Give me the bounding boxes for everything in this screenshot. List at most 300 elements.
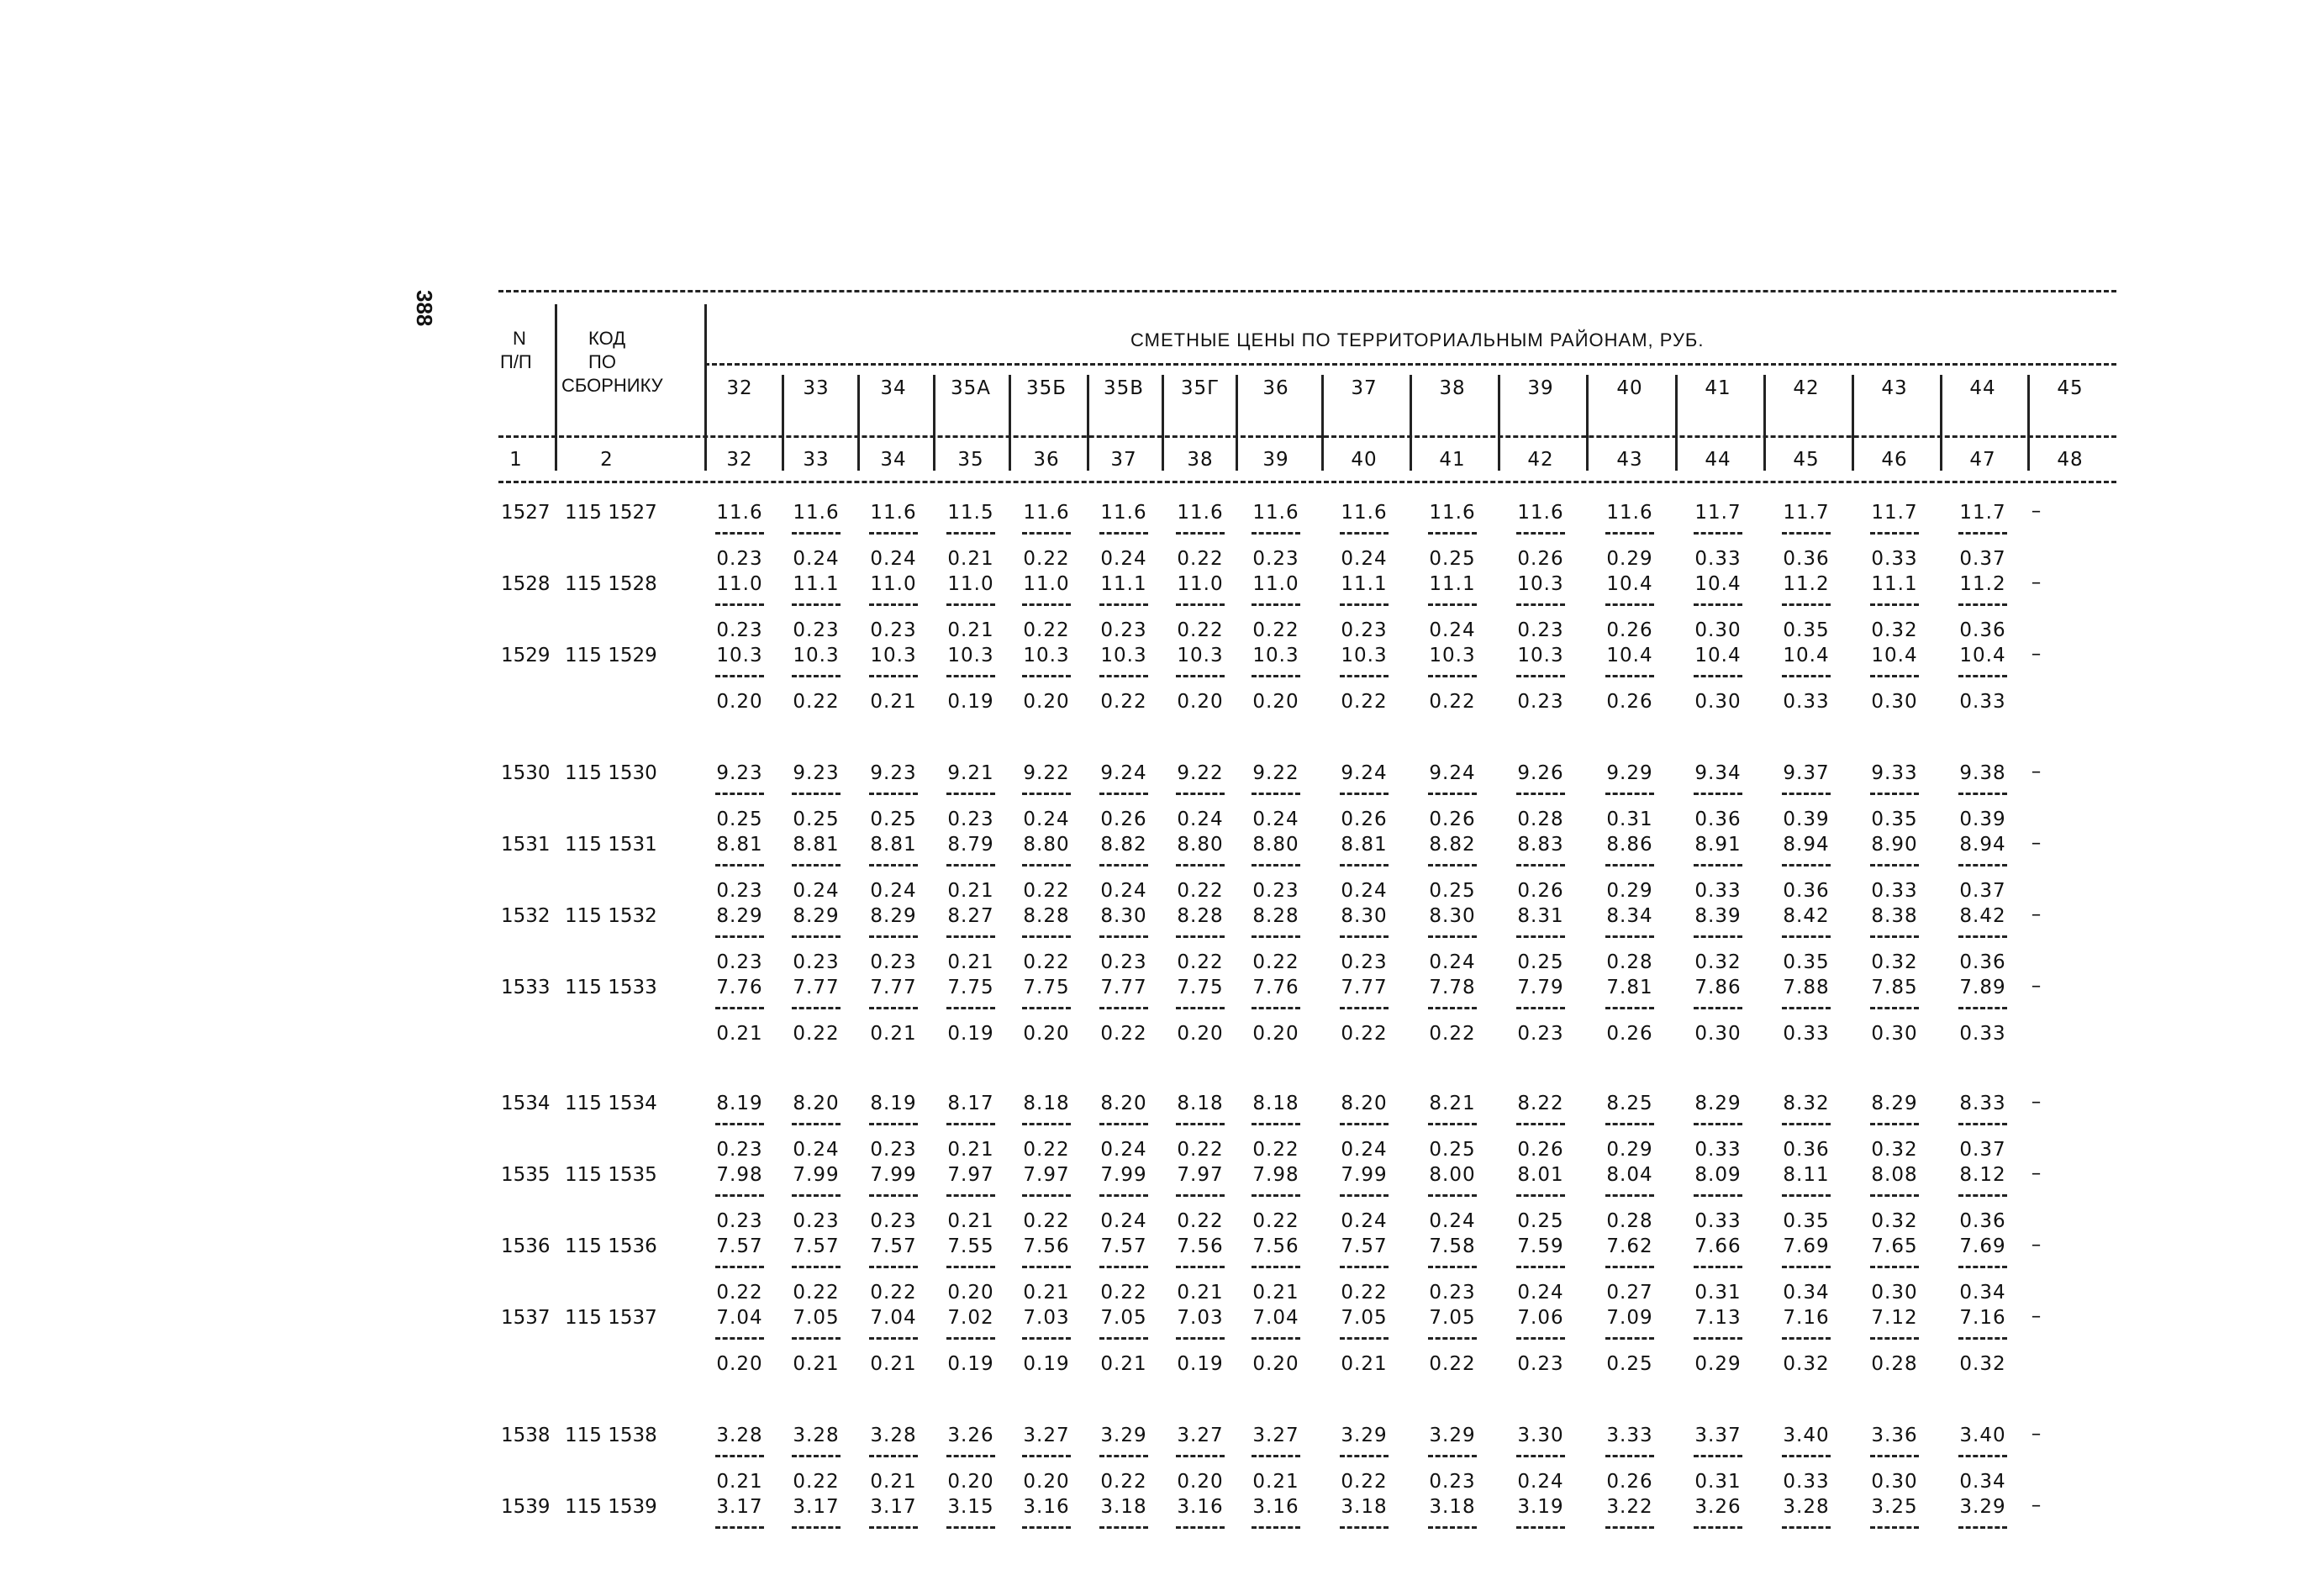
price-value: 9.33: [1871, 762, 1918, 784]
price-value: 8.79: [947, 834, 994, 856]
fraction-line: [1176, 864, 1225, 867]
price-value: 10.3: [793, 645, 840, 666]
price-value: 7.05: [1341, 1307, 1388, 1329]
price-value: 9.24: [1341, 762, 1388, 784]
price-value: 7.76: [716, 977, 763, 998]
price-value: 3.22: [1606, 1496, 1653, 1518]
labor-value: 0.36: [1959, 1210, 2006, 1232]
labor-value: 0.23: [793, 1210, 840, 1232]
labor-value: 0.34: [1959, 1282, 2006, 1304]
region-45-value: –: [2031, 500, 2042, 522]
fraction-line: [1176, 793, 1225, 795]
fraction-line: [1252, 603, 1300, 606]
fraction-line: [1870, 864, 1919, 867]
labor-value: 0.37: [1959, 880, 2006, 902]
column-number: 39: [1262, 449, 1289, 471]
price-value: 11.2: [1959, 573, 2006, 595]
labor-value: 0.33: [1694, 1210, 1742, 1232]
price-value: 7.57: [870, 1235, 917, 1257]
fraction-line: [1340, 935, 1389, 938]
fraction-line: [1099, 532, 1148, 535]
region-label: 33: [803, 377, 830, 399]
fraction-line: [1428, 1455, 1477, 1457]
price-value: 11.1: [793, 573, 840, 595]
fraction-line: [1099, 793, 1148, 795]
fraction-line: [1428, 603, 1477, 606]
labor-value: 0.26: [1517, 548, 1564, 570]
labor-value: 0.33: [1959, 1023, 2006, 1045]
fraction-line: [1782, 1123, 1831, 1125]
labor-value: 0.22: [1177, 548, 1224, 570]
labor-value: 0.23: [716, 1210, 763, 1232]
price-value: 8.21: [1429, 1093, 1476, 1114]
fraction-line: [869, 1266, 918, 1268]
row-number: 1533: [501, 977, 551, 998]
row-number: 1539: [501, 1496, 551, 1518]
region-label: 35В: [1103, 377, 1145, 399]
labor-value: 0.21: [793, 1353, 840, 1375]
labor-value: 0.35: [1783, 951, 1830, 973]
fraction-line: [1022, 1337, 1071, 1340]
price-value: 8.38: [1871, 905, 1918, 927]
labor-value: 0.21: [1100, 1353, 1147, 1375]
region-label: 42: [1793, 377, 1820, 399]
price-value: 7.89: [1959, 977, 2006, 998]
labor-value: 0.36: [1783, 880, 1830, 902]
fraction-line: [1340, 1194, 1389, 1197]
labor-value: 0.21: [870, 1471, 917, 1493]
region-45-value: –: [2031, 1423, 2042, 1445]
fraction-line: [946, 1526, 995, 1529]
price-value: 10.3: [1429, 645, 1476, 666]
labor-value: 0.22: [1252, 1139, 1299, 1161]
region-45-value: –: [2031, 572, 2042, 593]
labor-value: 0.33: [1783, 691, 1830, 713]
fraction-line: [869, 532, 918, 535]
fraction-line: [1099, 1123, 1148, 1125]
labor-value: 0.21: [870, 1023, 917, 1045]
row-number: 1536: [501, 1235, 551, 1257]
fraction-line: [1694, 1266, 1742, 1268]
fraction-line: [1782, 864, 1831, 867]
labor-value: 0.22: [1177, 1210, 1224, 1232]
price-value: 10.3: [1023, 645, 1070, 666]
fraction-line: [946, 1455, 995, 1457]
fraction-line: [715, 935, 764, 938]
header-sborniku: СБОРНИКУ: [561, 375, 663, 396]
region-separator: [782, 375, 784, 471]
price-value: 7.77: [1341, 977, 1388, 998]
price-value: 3.25: [1871, 1496, 1918, 1518]
price-value: 7.99: [1100, 1164, 1147, 1186]
row-code: 115 1527: [565, 502, 657, 524]
fraction-line: [1694, 1455, 1742, 1457]
labor-value: 0.32: [1871, 1139, 1918, 1161]
fraction-line: [715, 864, 764, 867]
labor-value: 0.20: [1023, 691, 1070, 713]
fraction-line: [869, 935, 918, 938]
labor-value: 0.24: [1517, 1282, 1564, 1304]
fraction-line: [1252, 1007, 1300, 1009]
price-value: 11.6: [1429, 502, 1476, 524]
price-value: 10.3: [1252, 645, 1299, 666]
labor-value: 0.26: [1606, 691, 1653, 713]
fraction-line: [1252, 1337, 1300, 1340]
row-code: 115 1531: [565, 834, 657, 856]
labor-value: 0.25: [1517, 951, 1564, 973]
price-value: 11.7: [1783, 502, 1830, 524]
row-number: 1534: [501, 1093, 551, 1114]
labor-value: 0.36: [1694, 809, 1742, 830]
labor-value: 0.32: [1871, 951, 1918, 973]
fraction-line: [1516, 864, 1565, 867]
price-value: 7.59: [1517, 1235, 1564, 1257]
labor-value: 0.21: [947, 548, 994, 570]
price-value: 8.90: [1871, 834, 1918, 856]
labor-value: 0.20: [1177, 691, 1224, 713]
price-value: 8.80: [1252, 834, 1299, 856]
price-value: 8.32: [1783, 1093, 1830, 1114]
fraction-line: [1516, 1337, 1565, 1340]
header-pp: П/П: [500, 351, 532, 372]
price-value: 7.05: [1429, 1307, 1476, 1329]
price-value: 11.1: [1429, 573, 1476, 595]
price-value: 3.28: [793, 1425, 840, 1446]
price-value: 11.7: [1871, 502, 1918, 524]
price-value: 8.01: [1517, 1164, 1564, 1186]
price-value: 8.09: [1694, 1164, 1742, 1186]
fraction-line: [1516, 532, 1565, 535]
labor-value: 0.39: [1959, 809, 2006, 830]
labor-value: 0.22: [1177, 880, 1224, 902]
fraction-line: [1605, 1007, 1654, 1009]
region-label: 34: [880, 377, 907, 399]
labor-value: 0.31: [1694, 1282, 1742, 1304]
price-value: 3.16: [1252, 1496, 1299, 1518]
labor-value: 0.25: [793, 809, 840, 830]
labor-value: 0.36: [1783, 1139, 1830, 1161]
price-value: 8.42: [1959, 905, 2006, 927]
column-number: 44: [1705, 449, 1731, 471]
labor-value: 0.24: [1341, 548, 1388, 570]
row-code: 115 1529: [565, 645, 657, 666]
row-code: 115 1528: [565, 573, 657, 595]
price-value: 8.94: [1959, 834, 2006, 856]
price-value: 8.22: [1517, 1093, 1564, 1114]
row-code: 115 1535: [565, 1164, 657, 1186]
labor-value: 0.22: [1429, 1023, 1476, 1045]
fraction-line: [1428, 1007, 1477, 1009]
fraction-line: [1176, 1007, 1225, 1009]
price-value: 3.26: [947, 1425, 994, 1446]
region-label: 44: [1969, 377, 1996, 399]
fraction-line: [946, 1007, 995, 1009]
fraction-line: [1870, 1526, 1919, 1529]
labor-value: 0.23: [947, 809, 994, 830]
price-value: 8.27: [947, 905, 994, 927]
row-code: 115 1534: [565, 1093, 657, 1114]
price-value: 11.6: [1606, 502, 1653, 524]
row-code: 115 1530: [565, 762, 657, 784]
labor-value: 0.30: [1871, 1471, 1918, 1493]
labor-value: 0.33: [1783, 1471, 1830, 1493]
labor-value: 0.22: [1100, 691, 1147, 713]
fraction-line: [1694, 603, 1742, 606]
price-value: 11.6: [1177, 502, 1224, 524]
price-value: 8.31: [1517, 905, 1564, 927]
fraction-line: [1340, 675, 1389, 677]
column-number: 47: [1969, 449, 1996, 471]
header-bottom-rule: [498, 481, 2116, 483]
header-n: N: [513, 328, 526, 349]
fraction-line: [1176, 935, 1225, 938]
fraction-line: [792, 1526, 841, 1529]
labor-value: 0.36: [1959, 951, 2006, 973]
fraction-line: [1870, 1123, 1919, 1125]
price-value: 7.12: [1871, 1307, 1918, 1329]
price-value: 10.3: [870, 645, 917, 666]
labor-value: 0.22: [1100, 1282, 1147, 1304]
fraction-line: [869, 1123, 918, 1125]
labor-value: 0.20: [1177, 1471, 1224, 1493]
fraction-line: [715, 532, 764, 535]
price-value: 3.17: [793, 1496, 840, 1518]
fraction-line: [1099, 603, 1148, 606]
price-value: 8.17: [947, 1093, 994, 1114]
price-value: 7.75: [1023, 977, 1070, 998]
fraction-line: [1782, 1455, 1831, 1457]
labor-value: 0.23: [1517, 1023, 1564, 1045]
fraction-line: [1022, 675, 1071, 677]
labor-value: 0.25: [716, 809, 763, 830]
price-value: 7.77: [870, 977, 917, 998]
fraction-line: [869, 675, 918, 677]
region-separator: [1675, 375, 1678, 471]
price-value: 7.98: [716, 1164, 763, 1186]
price-value: 8.29: [793, 905, 840, 927]
region-separator: [933, 375, 935, 471]
price-value: 10.4: [1694, 573, 1742, 595]
labor-value: 0.23: [716, 548, 763, 570]
labor-value: 0.22: [1177, 619, 1224, 641]
price-value: 9.24: [1100, 762, 1147, 784]
price-value: 3.26: [1694, 1496, 1742, 1518]
price-value: 3.33: [1606, 1425, 1653, 1446]
labor-value: 0.23: [870, 619, 917, 641]
fraction-line: [1605, 1194, 1654, 1197]
labor-value: 0.22: [793, 1023, 840, 1045]
labor-value: 0.34: [1783, 1282, 1830, 1304]
region-label: 35Г: [1180, 377, 1220, 399]
price-value: 7.57: [793, 1235, 840, 1257]
fraction-line: [1340, 1266, 1389, 1268]
price-value: 7.16: [1959, 1307, 2006, 1329]
price-value: 10.4: [1959, 645, 2006, 666]
fraction-line: [1870, 1455, 1919, 1457]
fraction-line: [1958, 603, 2007, 606]
column-number: 1: [509, 449, 523, 471]
labor-value: 0.21: [947, 619, 994, 641]
price-value: 10.3: [1517, 645, 1564, 666]
fraction-line: [715, 1266, 764, 1268]
labor-value: 0.19: [947, 1023, 994, 1045]
price-value: 9.26: [1517, 762, 1564, 784]
region-label: 38: [1439, 377, 1466, 399]
fraction-line: [1782, 532, 1831, 535]
price-value: 8.80: [1177, 834, 1224, 856]
fraction-line: [946, 532, 995, 535]
labor-value: 0.28: [1871, 1353, 1918, 1375]
labor-value: 0.20: [716, 1353, 763, 1375]
fraction-line: [1428, 1526, 1477, 1529]
fraction-line: [1176, 1123, 1225, 1125]
price-value: 7.75: [1177, 977, 1224, 998]
price-value: 8.82: [1100, 834, 1147, 856]
labor-value: 0.37: [1959, 548, 2006, 570]
price-value: 8.18: [1177, 1093, 1224, 1114]
price-value: 8.11: [1783, 1164, 1830, 1186]
labor-value: 0.24: [1341, 1210, 1388, 1232]
fraction-line: [1022, 1123, 1071, 1125]
fraction-line: [1958, 1455, 2007, 1457]
price-value: 8.20: [793, 1093, 840, 1114]
labor-value: 0.34: [1959, 1471, 2006, 1493]
price-value: 8.30: [1429, 905, 1476, 927]
price-value: 3.40: [1959, 1425, 2006, 1446]
price-value: 8.19: [870, 1093, 917, 1114]
fraction-line: [869, 1337, 918, 1340]
price-value: 11.0: [716, 573, 763, 595]
fraction-line: [1516, 1123, 1565, 1125]
labor-value: 0.23: [1341, 619, 1388, 641]
price-value: 10.4: [1783, 645, 1830, 666]
labor-value: 0.20: [1252, 691, 1299, 713]
fraction-line: [1694, 1007, 1742, 1009]
labor-value: 0.24: [1177, 809, 1224, 830]
fraction-line: [869, 1007, 918, 1009]
price-value: 11.5: [947, 502, 994, 524]
labor-value: 0.22: [1177, 1139, 1224, 1161]
price-value: 9.34: [1694, 762, 1742, 784]
fraction-line: [1176, 603, 1225, 606]
labor-value: 0.23: [870, 1210, 917, 1232]
fraction-line: [1252, 935, 1300, 938]
fraction-line: [792, 675, 841, 677]
labor-value: 0.22: [1177, 951, 1224, 973]
fraction-line: [869, 1455, 918, 1457]
fraction-line: [1516, 1194, 1565, 1197]
fraction-line: [1782, 935, 1831, 938]
price-value: 8.25: [1606, 1093, 1653, 1114]
row-number: 1532: [501, 905, 551, 927]
price-value: 8.33: [1959, 1093, 2006, 1114]
row-number: 1528: [501, 573, 551, 595]
price-value: 9.22: [1023, 762, 1070, 784]
labor-value: 0.31: [1606, 809, 1653, 830]
price-value: 7.05: [1100, 1307, 1147, 1329]
fraction-line: [869, 1194, 918, 1197]
labor-value: 0.30: [1871, 1282, 1918, 1304]
labor-value: 0.30: [1694, 619, 1742, 641]
labor-value: 0.22: [1429, 691, 1476, 713]
labor-value: 0.30: [1871, 691, 1918, 713]
region-45-value: –: [2031, 903, 2042, 925]
price-value: 8.08: [1871, 1164, 1918, 1186]
price-value: 7.57: [716, 1235, 763, 1257]
column-number: 35: [957, 449, 984, 471]
labor-value: 0.39: [1783, 809, 1830, 830]
labor-value: 0.23: [1100, 951, 1147, 973]
labor-value: 0.22: [1023, 1210, 1070, 1232]
fraction-line: [1782, 675, 1831, 677]
row-code: 115 1538: [565, 1425, 657, 1446]
fraction-line: [1958, 1266, 2007, 1268]
region-45-value: –: [2031, 832, 2042, 854]
fraction-line: [792, 1266, 841, 1268]
price-value: 7.77: [1100, 977, 1147, 998]
fraction-line: [1176, 1526, 1225, 1529]
price-value: 7.69: [1783, 1235, 1830, 1257]
column-number: 37: [1110, 449, 1137, 471]
labor-value: 0.33: [1871, 880, 1918, 902]
labor-value: 0.20: [1252, 1353, 1299, 1375]
labor-value: 0.22: [793, 691, 840, 713]
labor-value: 0.22: [716, 1282, 763, 1304]
labor-value: 0.21: [947, 1210, 994, 1232]
labor-value: 0.23: [1429, 1282, 1476, 1304]
labor-value: 0.22: [1341, 1023, 1388, 1045]
fraction-line: [1176, 1455, 1225, 1457]
labor-value: 0.23: [870, 951, 917, 973]
column-number: 38: [1187, 449, 1214, 471]
labor-value: 0.22: [870, 1282, 917, 1304]
fraction-line: [1340, 793, 1389, 795]
labor-value: 0.21: [1341, 1353, 1388, 1375]
fraction-line: [1782, 1526, 1831, 1529]
labor-value: 0.21: [1252, 1282, 1299, 1304]
header-sub-rule: [498, 435, 2116, 438]
labor-value: 0.23: [716, 619, 763, 641]
price-value: 11.1: [1341, 573, 1388, 595]
labor-value: 0.28: [1606, 1210, 1653, 1232]
region-separator: [1162, 375, 1164, 471]
fraction-line: [1870, 1007, 1919, 1009]
fraction-line: [1694, 675, 1742, 677]
fraction-line: [1099, 935, 1148, 938]
fraction-line: [1099, 675, 1148, 677]
region-separator: [1321, 375, 1324, 471]
labor-value: 0.35: [1871, 809, 1918, 830]
labor-value: 0.26: [1517, 880, 1564, 902]
price-value: 3.18: [1429, 1496, 1476, 1518]
price-value: 7.97: [1177, 1164, 1224, 1186]
price-value: 3.37: [1694, 1425, 1742, 1446]
fraction-line: [1428, 793, 1477, 795]
price-value: 11.7: [1959, 502, 2006, 524]
labor-value: 0.22: [1252, 1210, 1299, 1232]
labor-value: 0.32: [1694, 951, 1742, 973]
row-number: 1527: [501, 502, 551, 524]
fraction-line: [1340, 1123, 1389, 1125]
labor-value: 0.24: [1023, 809, 1070, 830]
region-45-value: –: [2031, 643, 2042, 665]
fraction-line: [1022, 935, 1071, 938]
labor-value: 0.22: [793, 1282, 840, 1304]
fraction-line: [1870, 1266, 1919, 1268]
price-value: 11.6: [1100, 502, 1147, 524]
price-value: 3.29: [1959, 1496, 2006, 1518]
fraction-line: [1605, 532, 1654, 535]
